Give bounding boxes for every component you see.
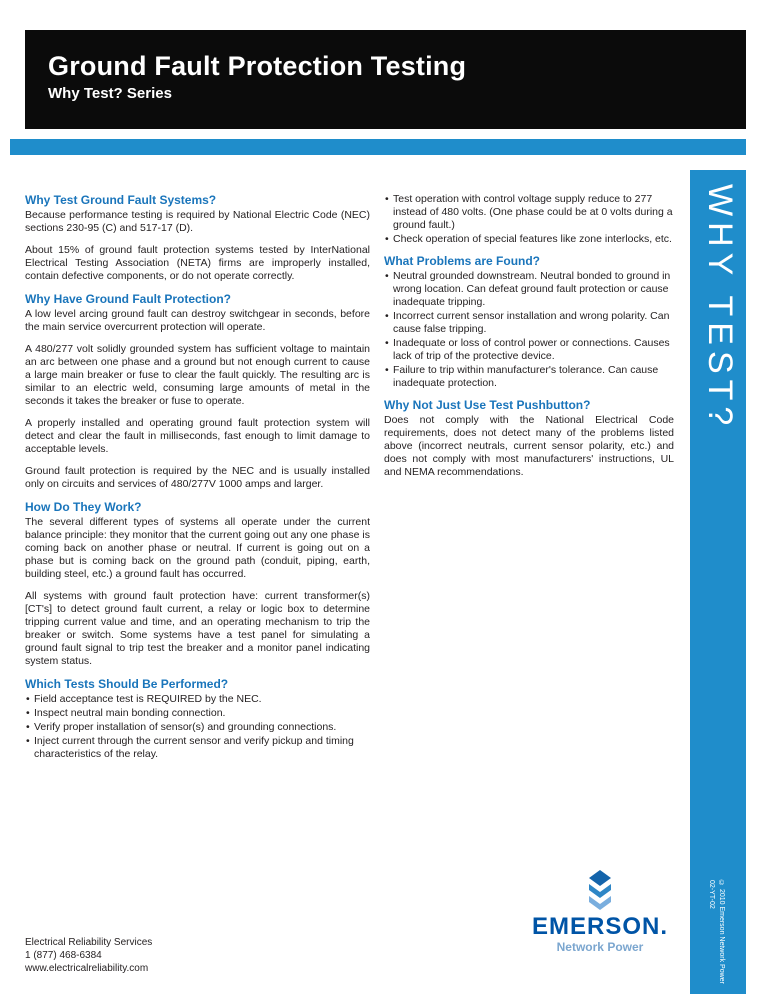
vertical-why-test-text: WHY TEST?: [701, 184, 739, 432]
emerson-chevron-icon: [587, 868, 613, 912]
side-band: [690, 170, 746, 994]
right-column: [384, 193, 674, 488]
emerson-logo: [520, 868, 680, 954]
bullet-item: • Incorrect current sensor installation and wrong polarity. Can cause false tripping.: [384, 310, 674, 336]
copyright-block: [706, 880, 726, 984]
bullet-item: • Neutral grounded downstream. Neutral bonded to ground in wrong location. Can defeat ground fault protection or cause inadequate tripping.: [384, 270, 674, 309]
section-heading-which-tests: Which Tests Should Be Performed?: [25, 677, 229, 691]
section-heading-why-not-pushbutton: Why Not Just Use Test Pushbutton?: [384, 398, 591, 412]
paragraph: All systems with ground fault protection have: current transformer(s) [CT's] to detect ground fault current, a relay or logic box to determine tripping current value and time, and an operating mechanism to trip the breaker or switch. Some systems have a test panel for simulating a ground fault signal to trip test the breaker and a monitor panel indicating system status.: [25, 590, 370, 667]
paragraph: About 15% of ground fault protection systems tested by InterNational Electrical Testing Association (NETA) firms are improperly installed, contain defective components, or do not operate correctly.: [25, 244, 370, 282]
footer-website: www.electricalreliability.com: [25, 963, 149, 974]
paragraph: A low level arcing ground fault can destroy switchgear in seconds, before the main service overcurrent protection will operate.: [25, 308, 370, 333]
section-heading-what-problems: What Problems are Found?: [384, 254, 541, 268]
doc-code: 02-YT-02: [708, 880, 715, 909]
paragraph: A 480/277 volt solidly grounded system has sufficient voltage to maintain an arc between one phase and a ground but not enough current to cause a large main breaker or fuse to clear the fault quickly. The resulting arc is similar to an electric weld, consuming large amounts of metal in the seconds it takes the breaker or fuse to operate.: [25, 343, 370, 407]
bullet-item: • Test operation with control voltage supply reduce to 277 instead of 480 volts. (One phase could be at 0 volts during a ground fault.): [384, 193, 674, 232]
which-tests-bullet-list: [25, 693, 370, 761]
paragraph: A properly installed and operating ground fault protection system will detect and clear the fault in milliseconds, fast enough to limit damage to acceptable levels.: [25, 417, 370, 455]
document-header: [25, 30, 746, 129]
paragraph: The several different types of systems all operate under the current balance principle: they monitor that the current going out any one phase is coming back on another phase or neutral. If current is going out on a phase but is coming back on the ground path (conduit, piping, earth, building steel, etc.) a ground fault has occurred.: [25, 516, 370, 580]
bullet-item: • Failure to trip within manufacturer's tolerance. Can cause inadequate protection.: [384, 364, 674, 390]
bullet-item: • Inadequate or loss of control power or connections. Causes lack of trip of the protective device.: [384, 337, 674, 363]
section-heading-how-do-they-work: How Do They Work?: [25, 500, 142, 514]
accent-stripe: [10, 139, 746, 155]
bullet-item: • Inject current through the current sensor and verify pickup and timing characteristics of the relay.: [25, 735, 370, 761]
paragraph: Ground fault protection is required by the NEC and is usually installed only on circuits and services of 480/277V 1000 amps and larger.: [25, 465, 370, 490]
bullet-item: • Verify proper installation of sensor(s) and grounding connections.: [25, 721, 370, 734]
bullet-item: • Check operation of special features like zone interlocks, etc.: [384, 233, 674, 246]
problems-bullet-list: [384, 270, 674, 390]
bullet-item: • Inspect neutral main bonding connection.: [25, 707, 370, 720]
footer-company: Electrical Reliability Services: [25, 937, 153, 948]
page-title: Ground Fault Protection Testing: [48, 51, 467, 81]
bullet-item: • Field acceptance test is REQUIRED by the NEC.: [25, 693, 370, 706]
continued-bullet-list: [384, 193, 674, 246]
footer-contact: [25, 936, 152, 975]
footer-phone: 1 (877) 468-6384: [25, 950, 102, 961]
paragraph: Because performance testing is required by National Electric Code (NEC) sections 230-95 (C) and 517-17 (D).: [25, 209, 370, 234]
section-heading-why-test: Why Test Ground Fault Systems?: [25, 193, 217, 207]
emerson-wordmark: EMERSON.: [531, 913, 668, 940]
page-subtitle: Why Test? Series: [48, 85, 172, 102]
left-column: [25, 193, 370, 769]
paragraph: Does not comply with the National Electrical Code requirements, does not detect many of the problems listed above (incorrect neutrals, current sensor polarity, etc.) and does not comply with most manufacturers' instructions, UL and NEMA recommendations.: [384, 414, 674, 478]
section-heading-why-have-protection: Why Have Ground Fault Protection?: [25, 292, 232, 306]
copyright-line: © 2010 Emerson Network Power: [718, 880, 725, 984]
network-power-tagline: Network Power: [556, 940, 644, 954]
